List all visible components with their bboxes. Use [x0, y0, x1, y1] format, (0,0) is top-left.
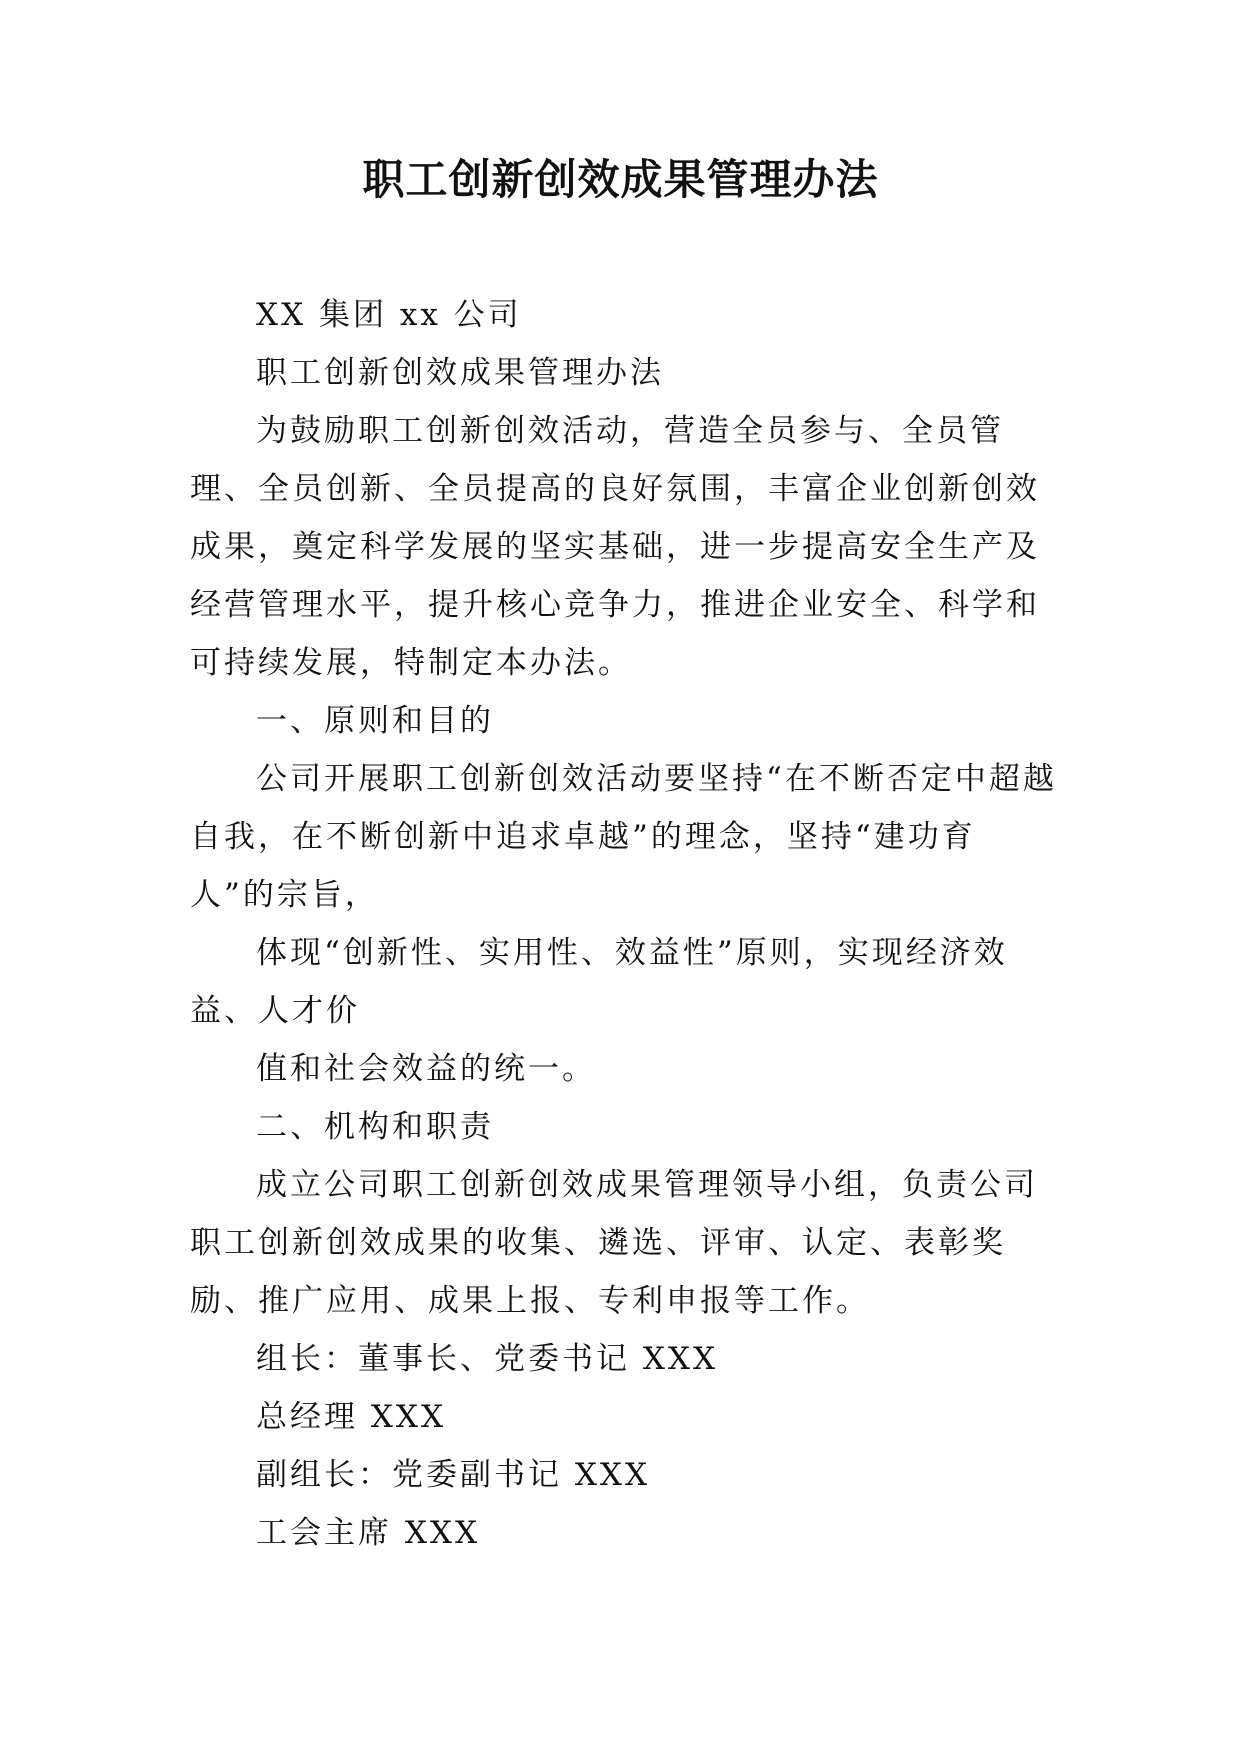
general-manager-line: 总经理 XXX: [256, 1399, 447, 1435]
section-heading-organization: 二、机构和职责: [256, 1109, 494, 1145]
organization-paragraph: 成立公司职工创新创效成果管理领导小组，负责公司职工创新创效成果的收集、遴选、评审、认定、表彰奖励、推广应用、成果上报、专利申报等工作。: [190, 1167, 1038, 1319]
principles-paragraph: 公司开展职工创新创效活动要坚持“在不断否定中超越自我，在不断创新中追求卓越”的理念，坚持“建功育人”的宗旨，: [190, 761, 1057, 913]
document-body: [190, 286, 1060, 1562]
intro-paragraph: 为鼓励职工创新创效活动，营造全员参与、全员管理、全员创新、全员提高的良好氛围，丰富企业创新创效成果，奠定科学发展的坚实基础，进一步提高安全生产及经营管理水平，提升核心竞争力，推进企业安全、科学和可持续发展，特制定本办法。: [190, 413, 1040, 681]
principles-paragraph-2: 体现“创新性、实用性、效益性”原则，实现经济效益、人才价: [190, 935, 1008, 1029]
document-title: 职工创新创效成果管理办法: [362, 155, 879, 204]
company-name: XX 集团 xx 公司: [256, 297, 522, 333]
subtitle: 职工创新创效成果管理办法: [256, 355, 664, 391]
deputy-leader-line: 副组长：党委副书记 XXX: [256, 1457, 651, 1493]
group-leader-line: 组长：董事长、党委书记 XXX: [256, 1341, 719, 1377]
union-chair-line: 工会主席 XXX: [256, 1515, 481, 1551]
section-heading-principles: 一、原则和目的: [256, 703, 494, 739]
principles-paragraph-3: 值和社会效益的统一。: [256, 1051, 596, 1087]
